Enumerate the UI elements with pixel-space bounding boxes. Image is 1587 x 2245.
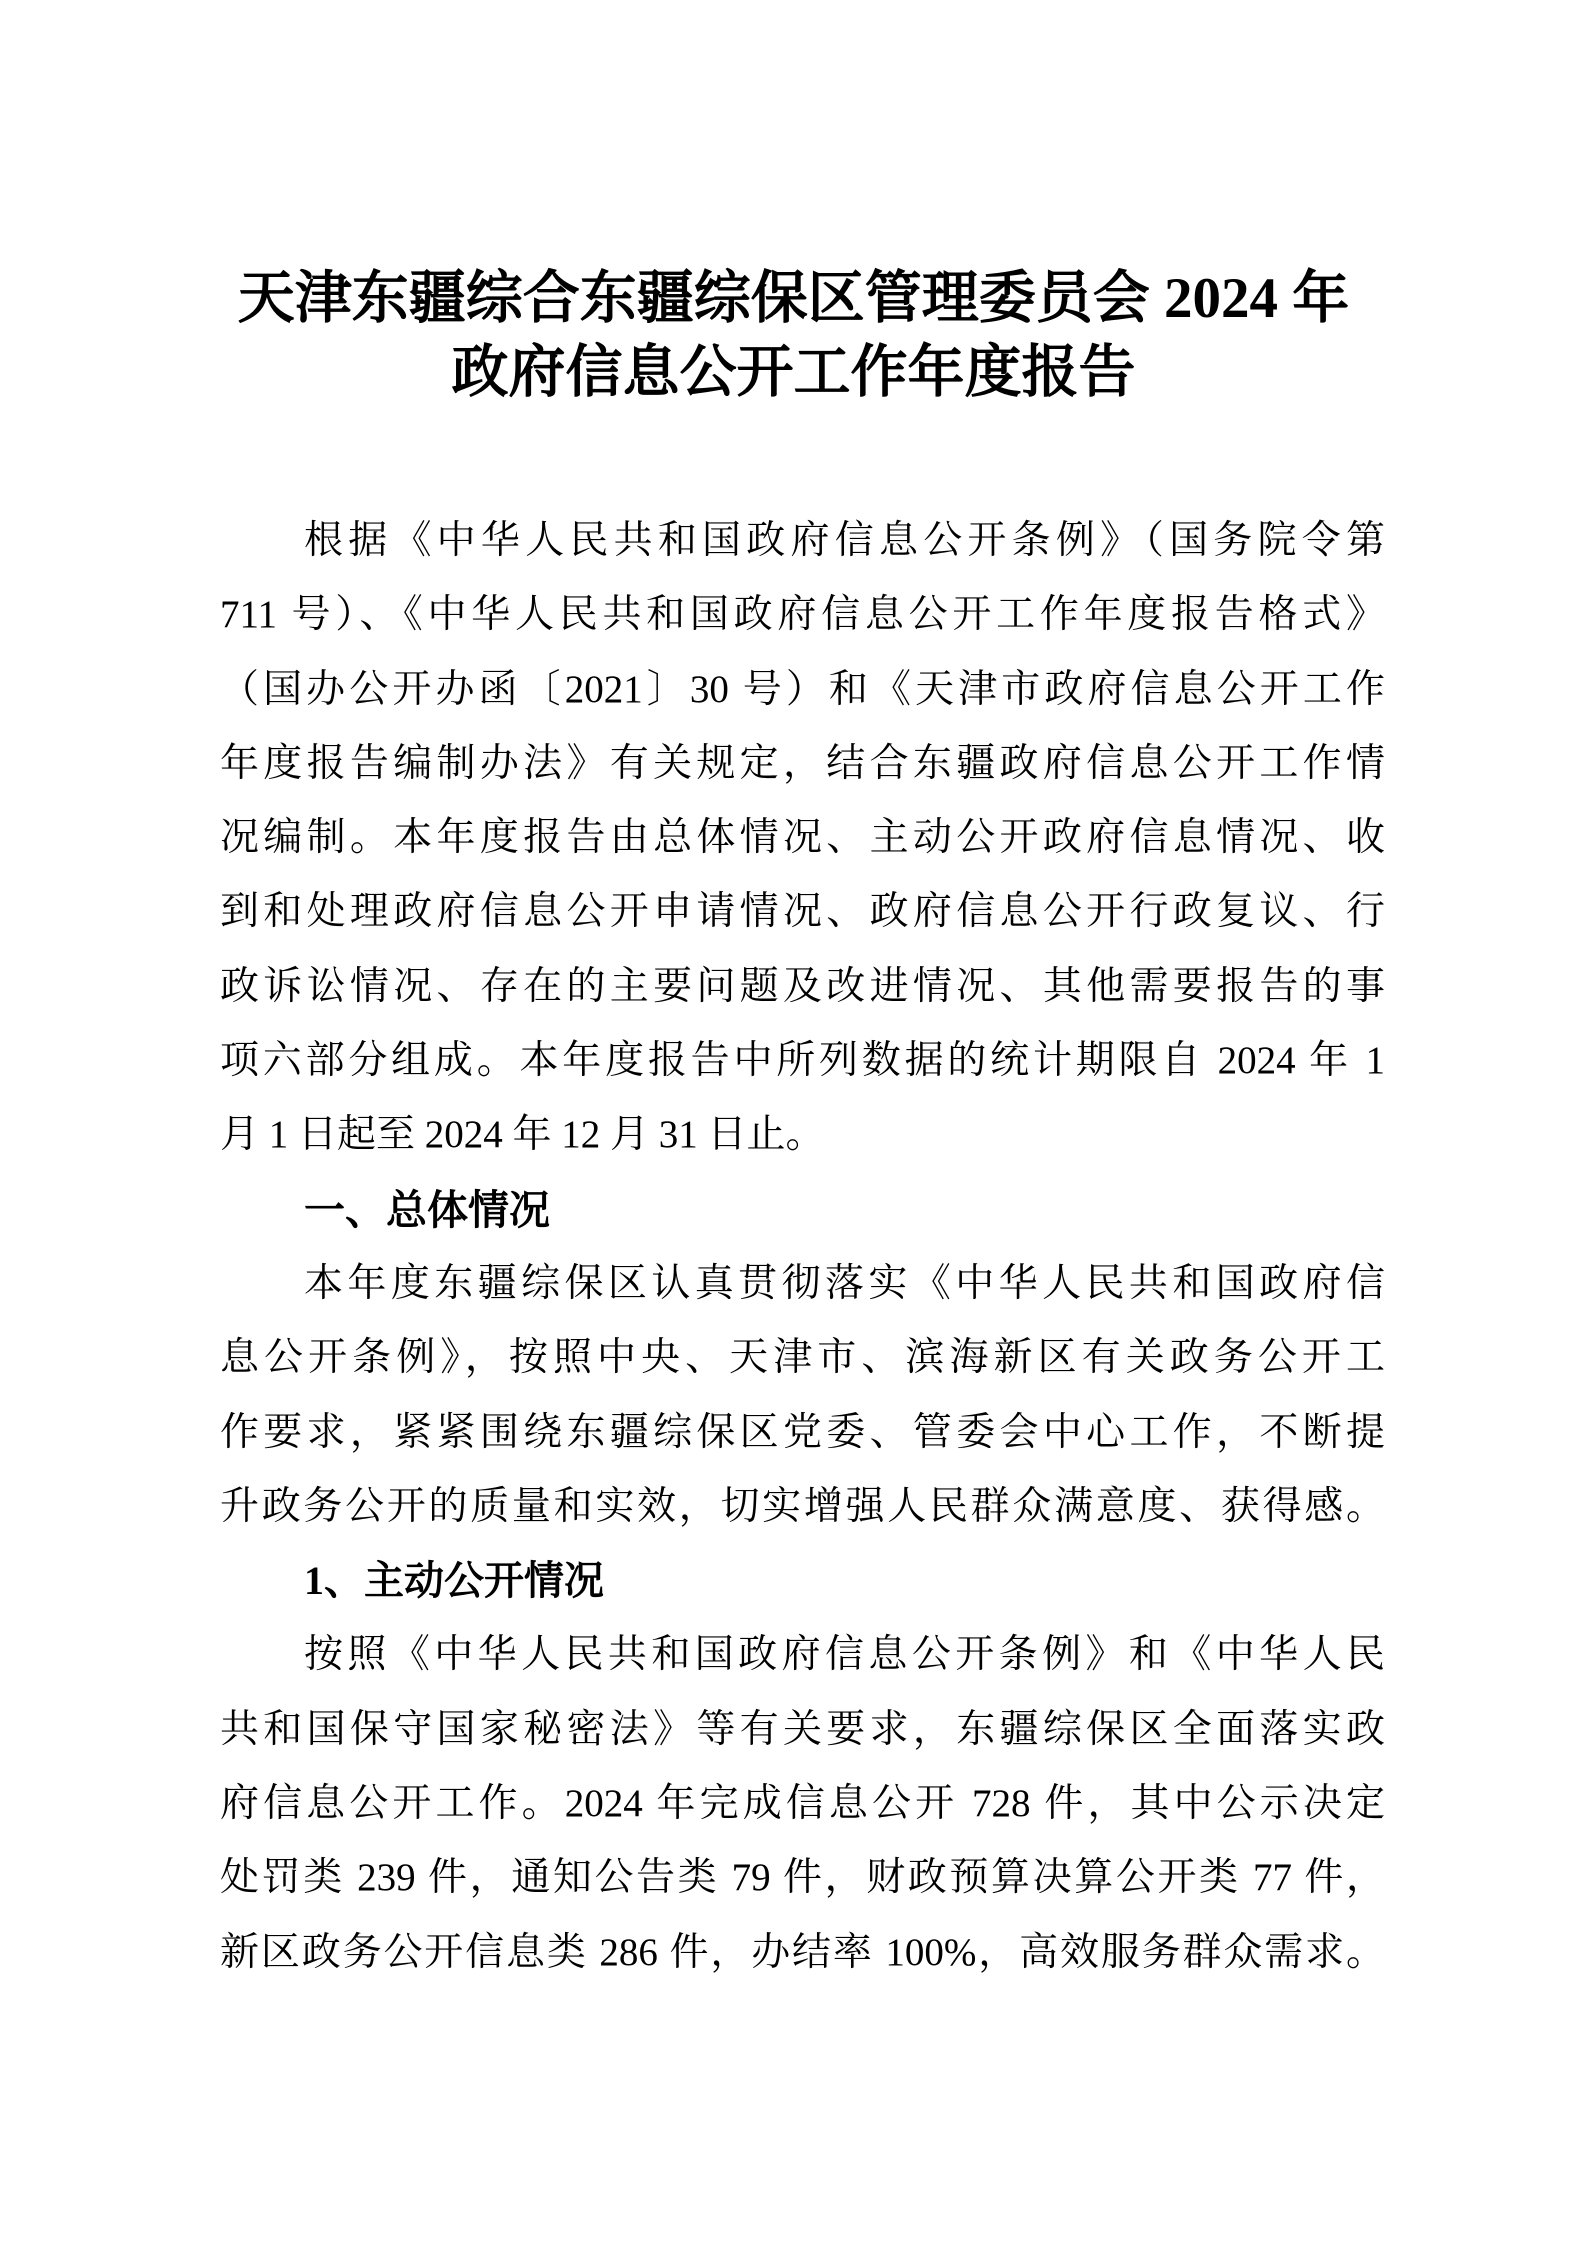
para1-line-7: 政诉讼情况、存在的主要问题及改进情况、其他需要报告的事 <box>220 964 1385 1008</box>
para3-line-1: 按照《中华人民共和国政府信息公开条例》和《中华人民 <box>304 1633 1385 1677</box>
para1-line-9: 月 1 日起至 2024 年 12 月 31 日止。 <box>220 1113 825 1157</box>
subsection-heading-proactive-disclosure: 1、主动公开情况 <box>304 1558 604 1604</box>
section-heading-overall-situation: 一、总体情况 <box>304 1186 550 1233</box>
para2-line-3: 作要求，紧紧围绕东疆综保区党委、管委会中心工作，不断提 <box>220 1410 1385 1454</box>
document-title-line-1: 天津东疆综合东疆综保区管理委员会 2024 年 <box>237 267 1350 330</box>
para2-line-1: 本年度东疆综保区认真贯彻落实《中华人民共和国政府信 <box>304 1261 1385 1305</box>
para1-line-1: 根据《中华人民共和国政府信息公开条例》（国务院令第 <box>304 519 1385 562</box>
para3-line-2: 共和国保守国家秘密法》等有关要求，东疆综保区全面落实政 <box>220 1707 1385 1751</box>
para1-line-5: 况编制。本年度报告由总体情况、主动公开政府信息情况、收 <box>220 816 1385 860</box>
document-title <box>0 262 1587 410</box>
para2-line-2: 息公开条例》，按照中央、天津市、滨海新区有关政务公开工 <box>220 1336 1385 1380</box>
para2-line-4: 升政务公开的质量和实效，切实增强人民群众满意度、获得感。 <box>220 1484 1385 1528</box>
para3-line-3: 府信息公开工作。2024 年完成信息公开 728 件，其中公示决定 <box>220 1782 1385 1826</box>
document-body <box>220 504 1385 1990</box>
para1-line-4: 年度报告编制办法》有关规定，结合东疆政府信息公开工作情 <box>220 741 1385 785</box>
document-title-line-2: 政府信息公开工作年度报告 <box>451 341 1136 404</box>
para1-line-8: 项六部分组成。本年度报告中所列数据的统计期限自 2024 年 1 <box>220 1039 1385 1083</box>
para1-line-2: 711 号）、《中华人民共和国政府信息公开工作年度报告格式》 <box>220 593 1385 637</box>
para3-line-4: 处罚类 239 件，通知公告类 79 件，财政预算决算公开类 77 件， <box>220 1856 1385 1900</box>
para1-line-6: 到和处理政府信息公开申请情况、政府信息公开行政复议、行 <box>220 890 1385 934</box>
para3-line-5: 新区政务公开信息类 286 件，办结率 100%，高效服务群众需求。 <box>220 1930 1385 1974</box>
para1-line-3: （国办公开办函〔2021〕30 号）和《天津市政府信息公开工作 <box>220 667 1385 711</box>
